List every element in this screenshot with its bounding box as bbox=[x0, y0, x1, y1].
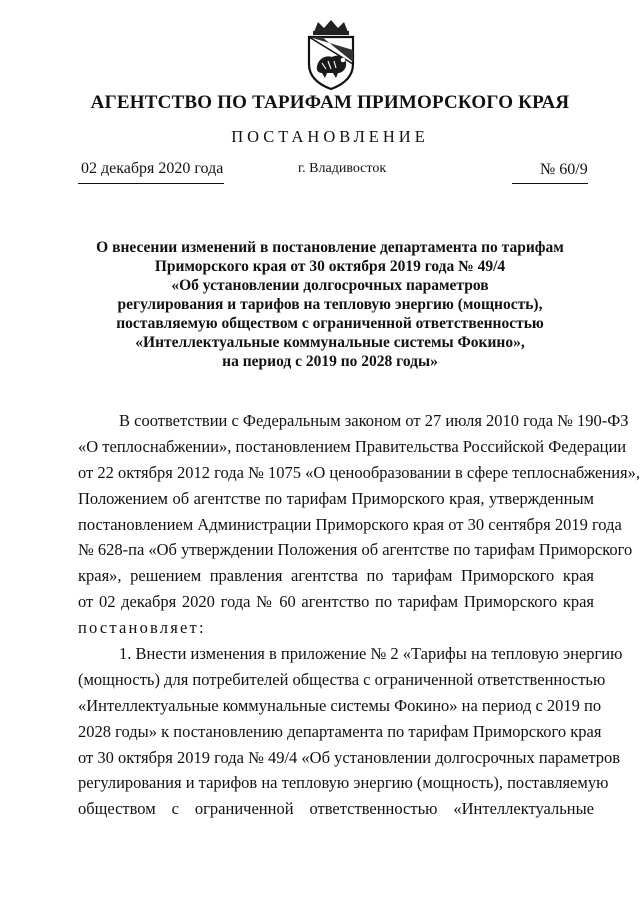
document-body bbox=[78, 408, 640, 822]
title-line: поставляемую обществом с ограниченной ответственностью bbox=[116, 315, 544, 332]
body-line: В соответствии с Федеральным законом от 27 июля 2010 года № 190-ФЗ bbox=[119, 411, 629, 430]
body-line-resolves: постановляет: bbox=[78, 618, 206, 638]
title-line: О внесении изменений в постановление департамента по тарифам bbox=[96, 239, 564, 256]
document-title bbox=[80, 238, 580, 371]
number-underline bbox=[512, 183, 588, 184]
body-line: Положением об агентстве по тарифам Приморского края, утвержденным bbox=[78, 488, 594, 508]
title-line: на период с 2019 по 2028 годы» bbox=[222, 353, 438, 370]
document-number: № 60/9 bbox=[540, 161, 588, 178]
body-line: обществом с ограниченной ответственностью «Интеллектуальные bbox=[78, 799, 594, 819]
body-line: постановлением Администрации Приморского края от 30 сентября 2019 года bbox=[78, 514, 622, 534]
body-line: от 30 октября 2019 года № 49/4 «Об установлении долгосрочных параметров bbox=[78, 747, 621, 767]
body-line: 2028 годы» к постановлению департамента по тарифам Приморского края bbox=[78, 721, 602, 741]
body-line: края», решением правления агентства по тарифам Приморского края bbox=[78, 566, 594, 586]
document-city: г. Владивосток bbox=[298, 161, 387, 176]
primorsky-krai-coat-of-arms-icon bbox=[300, 18, 362, 90]
title-line: «Интеллектуальные коммунальные системы Фокино», bbox=[135, 334, 525, 351]
date-underline bbox=[78, 183, 224, 184]
body-line: от 02 декабря 2020 года № 60 агентство по тарифам Приморского края bbox=[78, 592, 594, 612]
title-line: Приморского края от 30 октября 2019 года № 49/4 bbox=[154, 258, 506, 275]
body-line: № 628-па «Об утверждении Положения об агентстве по тарифам Приморского bbox=[78, 540, 633, 560]
agency-name: АГЕНТСТВО ПО ТАРИФАМ ПРИМОРСКОГО КРАЯ bbox=[90, 92, 570, 113]
body-line: «Интеллектуальные коммунальные системы Фокино» на период с 2019 по bbox=[78, 695, 602, 715]
body-line: регулирования и тарифов на тепловую энергию (мощность), поставляемую bbox=[78, 773, 609, 793]
body-line: 1. Внести изменения в приложение № 2 «Тарифы на тепловую энергию bbox=[119, 644, 623, 664]
title-line: «Об установлении долгосрочных параметров bbox=[171, 277, 489, 294]
body-line: «О теплоснабжении», постановлением Правительства Российской Федерации bbox=[78, 436, 627, 456]
document-type: ПОСТАНОВЛЕНИЕ bbox=[231, 127, 429, 146]
document-date: 02 декабря 2020 года bbox=[81, 160, 224, 177]
body-line: (мощность) для потребителей общества с ограниченной ответственностью bbox=[78, 669, 606, 689]
body-line: от 22 октября 2012 года № 1075 «О ценообразовании в сфере теплоснабжения», bbox=[78, 462, 640, 482]
title-line: регулирования и тарифов на тепловую энергию (мощность), bbox=[117, 296, 543, 313]
